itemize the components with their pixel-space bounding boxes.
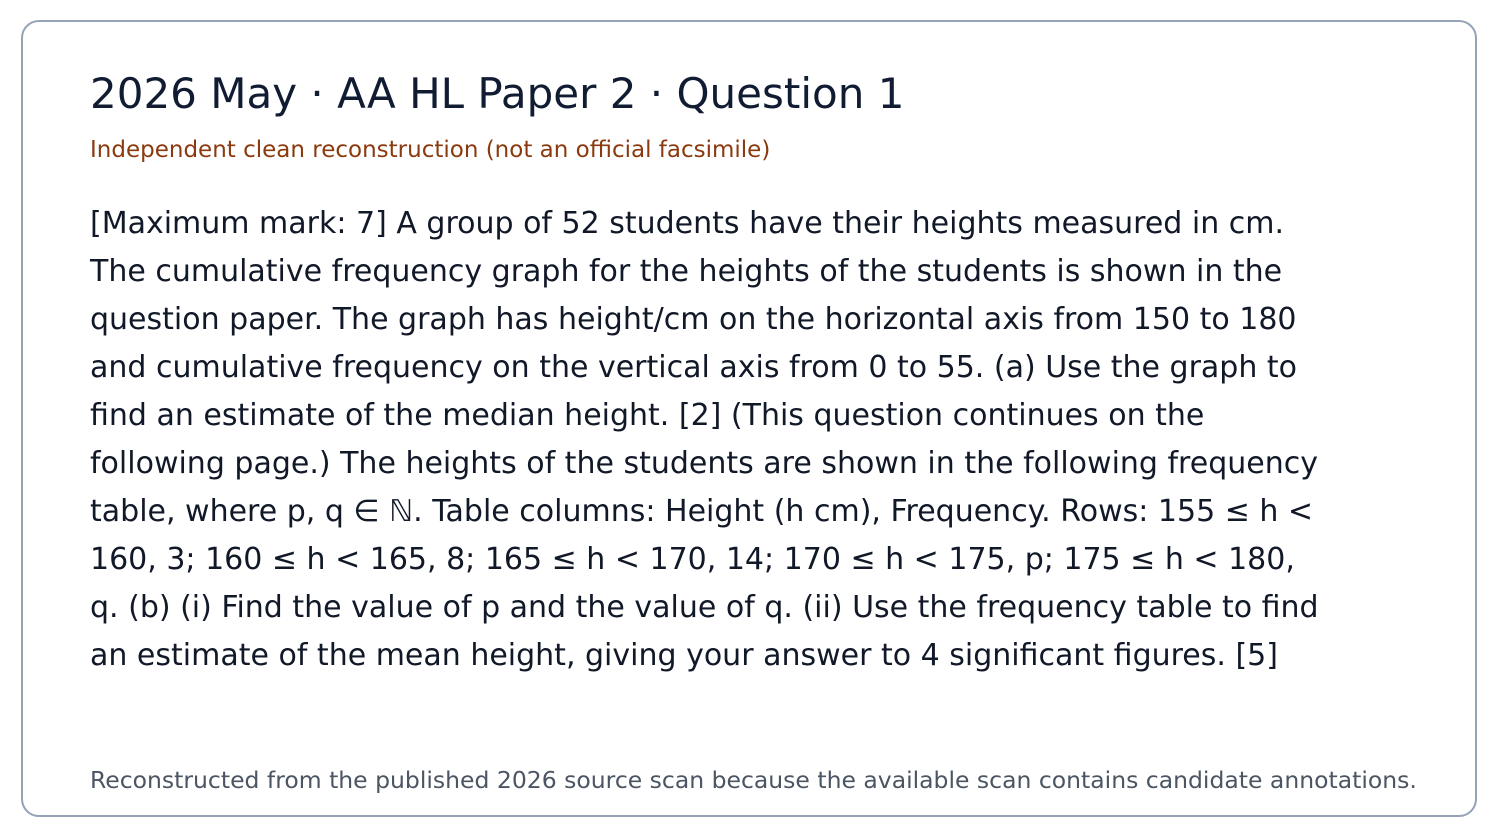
page-title: 2026 May · AA HL Paper 2 · Question 1 <box>90 69 905 118</box>
question-line: find an estimate of the median height. [2] (This question continues on the <box>90 398 1205 433</box>
question-line: an estimate of the mean height, giving your answer to 4 significant figures. [5] <box>90 638 1278 673</box>
question-line: question paper. The graph has height/cm on the horizontal axis from 150 to 180 <box>90 302 1297 337</box>
question-line: and cumulative frequency on the vertical axis from 0 to 55. (a) Use the graph to <box>90 350 1298 385</box>
question-line: 160, 3; 160 ≤ h < 165, 8; 165 ≤ h < 170, 14; 170 ≤ h < 175, p; 175 ≤ h < 180, <box>90 542 1295 577</box>
question-line: table, where p, q ∈ ℕ. Table columns: Height (h cm), Frequency. Rows: 155 ≤ h < <box>90 494 1314 529</box>
question-line: The cumulative frequency graph for the heights of the students is shown in the <box>90 254 1283 289</box>
question-text <box>90 200 1410 680</box>
question-line: following page.) The heights of the students are shown in the following frequency <box>90 446 1318 481</box>
question-line: q. (b) (i) Find the value of p and the value of q. (ii) Use the frequency table to find <box>90 590 1319 625</box>
footer-note: Reconstructed from the published 2026 source scan because the available scan contains candidate annotations. <box>90 766 1417 794</box>
reconstruction-disclaimer: Independent clean reconstruction (not an official facsimile) <box>90 137 771 163</box>
question-line: [Maximum mark: 7] A group of 52 students have their heights measured in cm. <box>90 206 1285 241</box>
